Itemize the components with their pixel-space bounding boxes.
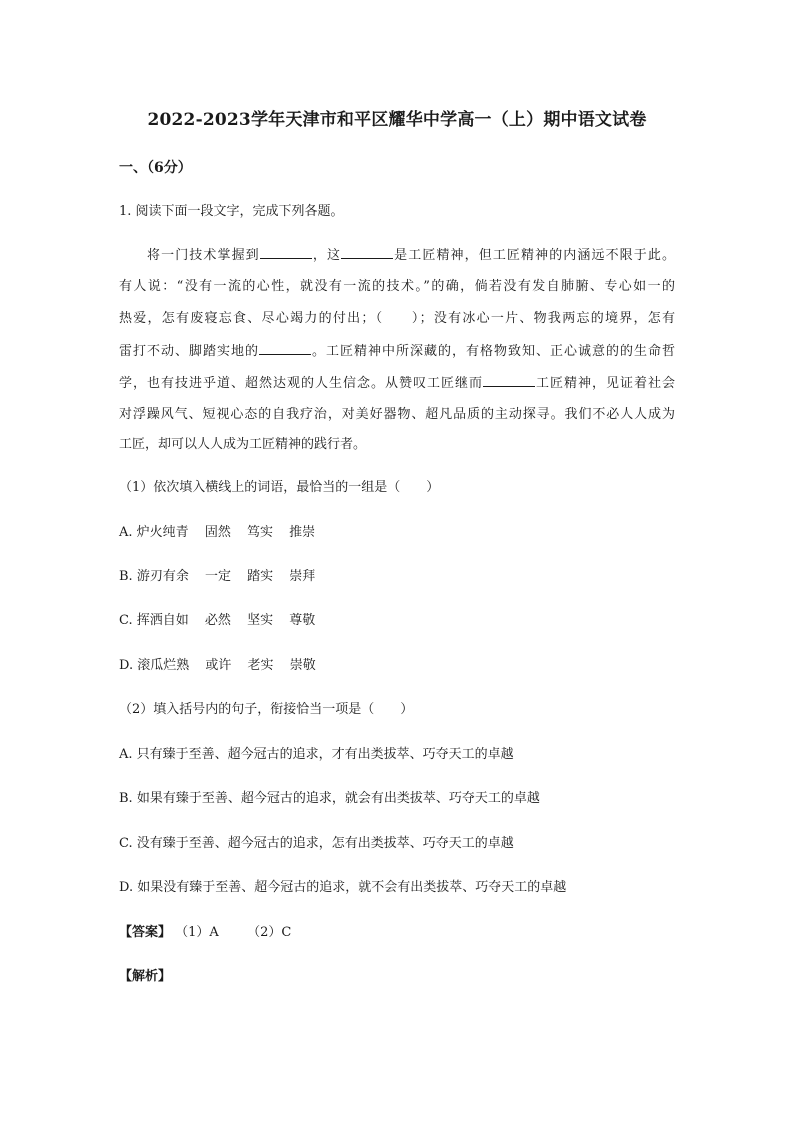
passage-line-3: 热爱，怎有废寝忘食、尽心竭力的付出；（ ）；没有冰心一片、物我两忘的境界，怎有 (119, 311, 675, 326)
sub2-option-c[interactable]: C. 没有臻于至善、超今冠古的追求，怎有出类拔萃、巧夺天工的卓越 (119, 836, 514, 851)
answer-2: （2）C (247, 925, 292, 940)
blank-1 (260, 245, 312, 259)
passage-line-4: 雷打不动、脚踏实地的 。工匠精神中所深藏的，有格物致知、正心诚意的的生命哲 (119, 341, 675, 362)
sub1-option-b[interactable]: B. 游刃有余 一定 踏实 崇拜 (119, 569, 316, 584)
sub-question-1-prompt: （1）依次填入横线上的词语，最恰当的一组是（ ） (119, 480, 440, 495)
passage-line-2: 有人说：“没有一流的心性，就没有一流的技术。”的确，倘若没有发自肺腑、专心如一的 (119, 279, 675, 294)
sub-question-2-prompt: （2）填入括号内的句子，衔接恰当一项是（ ） (119, 702, 414, 717)
passage-line-5: 学，也有技进乎道、超然达观的人生信念。从赞叹工匠继而 工匠精神，见证着社会 (119, 373, 675, 394)
passage-line-6: 对浮躁风气、短视心态的自我疗治，对美好器物、超凡品质的主动探寻。我们不必人人成为 (119, 407, 675, 422)
question-stem: 1. 阅读下面一段文字，完成下列各题。 (119, 204, 344, 219)
answer-line (119, 923, 291, 943)
passage-line-7: 工匠，却可以人人成为工匠精神的践行者。 (119, 437, 367, 452)
blank-4 (483, 373, 535, 387)
sub2-option-d[interactable]: D. 如果没有臻于至善、超今冠古的追求，就不会有出类拔萃、巧夺天工的卓越 (119, 880, 567, 895)
analysis-label: 【解析】 (119, 969, 172, 984)
answer-1: （1）A (175, 925, 219, 940)
answer-label: 【答案】 (119, 925, 172, 940)
sub2-option-b[interactable]: B. 如果有臻于至善、超今冠古的追求，就会有出类拔萃、巧夺天工的卓越 (119, 791, 540, 806)
section-heading: 一、（6分） (119, 160, 192, 176)
sub1-option-c[interactable]: C. 挥洒自如 必然 坚实 尊敬 (119, 613, 316, 628)
passage-line-1: 将一门技术掌握到 ，这 是工匠精神，但工匠精神的内涵远不限于此。 (147, 245, 675, 266)
sub2-option-a[interactable]: A. 只有臻于至善、超今冠古的追求，才有出类拔萃、巧夺天工的卓越 (119, 747, 514, 762)
blank-2 (341, 245, 393, 259)
sub1-option-a[interactable]: A. 炉火纯青 固然 笃实 推崇 (119, 525, 316, 540)
blank-3 (259, 341, 311, 355)
page-title: 2022-2023学年天津市和平区耀华中学高一（上）期中语文试卷 (147, 110, 647, 130)
sub1-option-d[interactable]: D. 滚瓜烂熟 或许 老实 崇敬 (119, 658, 316, 673)
